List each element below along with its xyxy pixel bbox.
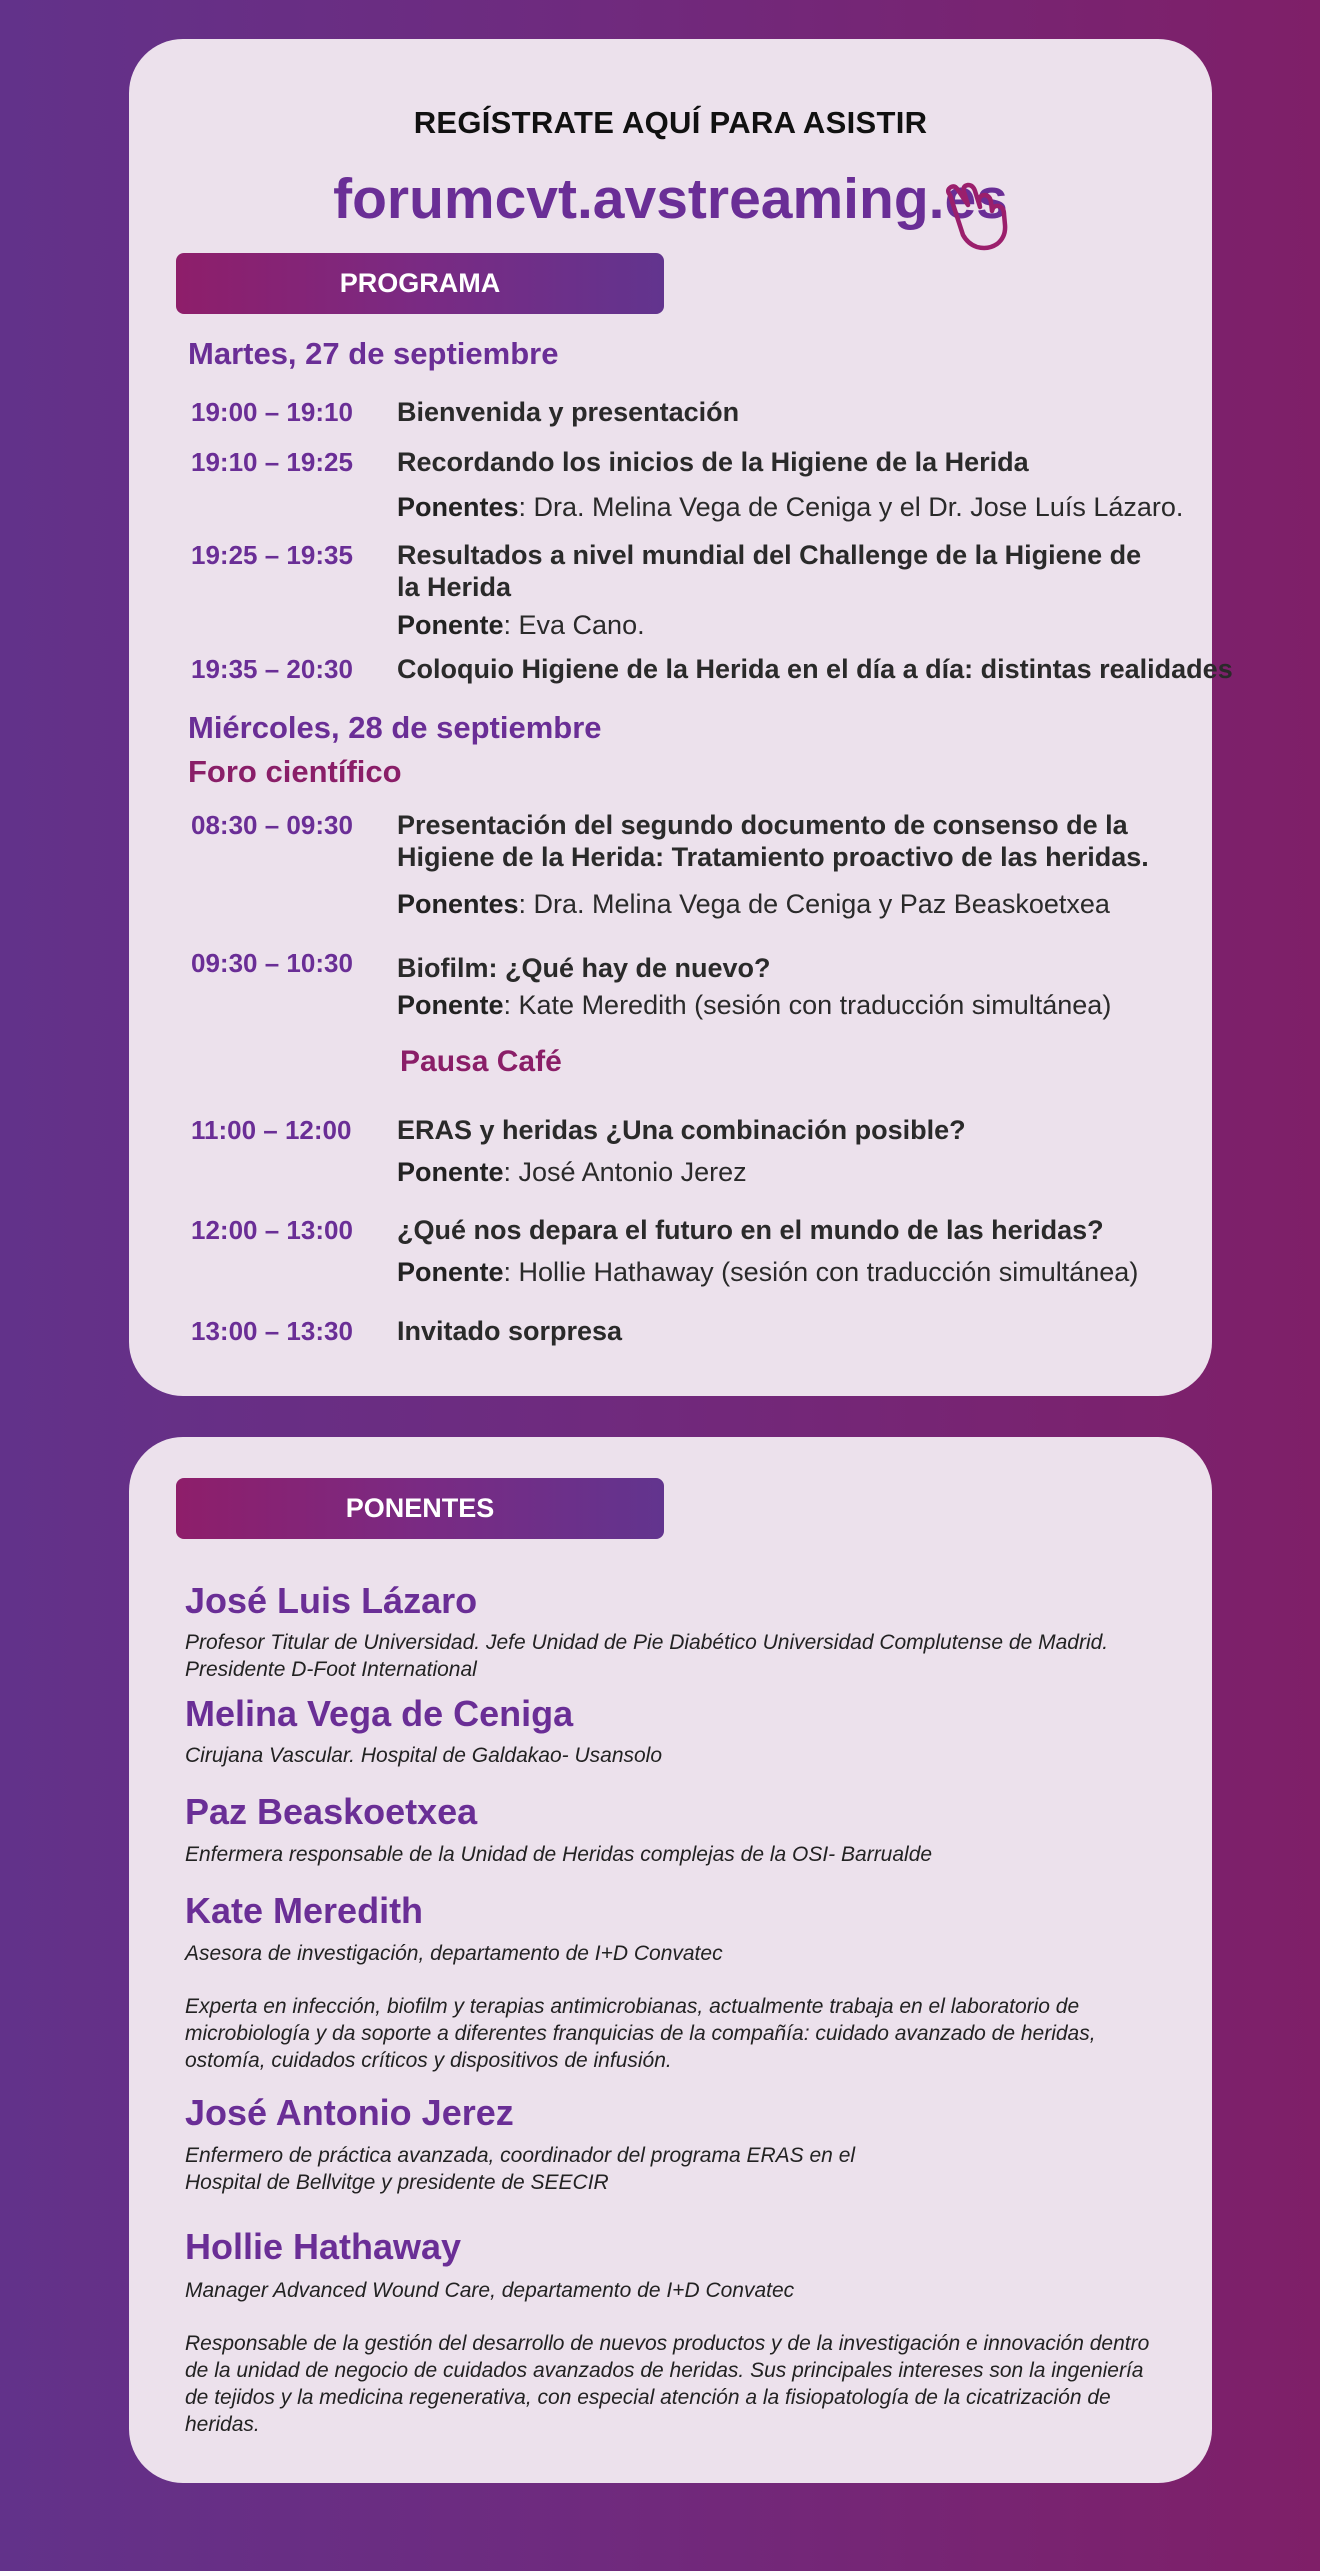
session-time: 08:30 – 09:30 — [191, 810, 353, 840]
session-title: Invitado sorpresa — [397, 1316, 623, 1346]
day1-title: Martes, 27 de septiembre — [188, 336, 559, 371]
speaker-label: Ponente — [397, 1257, 504, 1287]
session-time: 13:00 – 13:30 — [191, 1316, 353, 1346]
speaker-name: Hollie Hathaway — [185, 2226, 462, 2267]
speaker-name: Melina Vega de Ceniga — [185, 1693, 574, 1734]
session-time: 19:25 – 19:35 — [191, 540, 353, 570]
speaker-bio: Enfermero de práctica avanzada, coordinador del programa ERAS en el Hospital de Bellvitge y presidente de SEECIR — [185, 2144, 856, 2194]
session-title: ERAS y heridas ¿Una combinación posible? — [397, 1115, 966, 1145]
speaker-bio: Manager Advanced Wound Care, departamento de I+D Convatec — [185, 2279, 795, 2302]
register-link[interactable]: forumcvt.avstreaming.es — [333, 167, 1008, 231]
speaker-label: Ponente — [397, 990, 504, 1020]
session-time: 19:35 – 20:30 — [191, 654, 353, 684]
session-time: 12:00 – 13:00 — [191, 1215, 353, 1245]
day2-title: Miércoles, 28 de septiembre — [188, 710, 602, 745]
session-title: Presentación del segundo documento de consenso de la Higiene de la Herida: Tratamiento proactivo de las heridas. — [397, 810, 1149, 872]
ponentes-header: PONENTES — [176, 1478, 664, 1539]
speaker-names: : Eva Cano. — [503, 610, 645, 640]
speaker-names: : Dra. Melina Vega de Ceniga y Paz Beaskoetxea — [518, 889, 1110, 919]
session-title: ¿Qué nos depara el futuro en el mundo de las heridas? — [397, 1215, 1104, 1245]
speaker-bio: Profesor Titular de Universidad. Jefe Unidad de Pie Diabético Universidad Complutense de Madrid. Presidente D-Foot International — [185, 1631, 1109, 1681]
session-time: 11:00 – 12:00 — [191, 1115, 352, 1145]
speaker-name: José Luis Lázaro — [185, 1580, 478, 1621]
register-title: REGÍSTRATE AQUÍ PARA ASISTIR — [413, 105, 928, 140]
break-label: Pausa Café — [400, 1045, 562, 1078]
speaker-names: : Hollie Hathaway (sesión con traducción simultánea) — [503, 1257, 1139, 1287]
speaker-names: : Dra. Melina Vega de Ceniga y el Dr. Jose Luís Lázaro. — [518, 492, 1184, 522]
session-time: 19:00 – 19:10 — [191, 397, 353, 427]
speaker-bio: Asesora de investigación, departamento de I+D Convatec — [185, 1942, 723, 1965]
session-speaker — [397, 1256, 1197, 1288]
session-title: Recordando los inicios de la Higiene de la Herida — [397, 447, 1029, 477]
session-speaker — [397, 609, 1197, 641]
speaker-label: Ponente — [397, 610, 504, 640]
speaker-names: : Kate Meredith (sesión con traducción simultánea) — [503, 990, 1112, 1020]
programa-header: PROGRAMA — [176, 253, 664, 314]
speaker-bio-extended: Responsable de la gestión del desarrollo de nuevos productos y de la investigación e innovación dentro de la unidad de negocio de cuidados avanzados de heridas. Sus principales intereses son la ingeniería de tejidos y la medicina regenerativa, con especial atención a la fisiopatología de la cicatrización de heridas. — [185, 2332, 1150, 2436]
speaker-label: Ponentes — [397, 492, 519, 522]
session-time: 19:10 – 19:25 — [191, 447, 353, 477]
speaker-names: : José Antonio Jerez — [503, 1157, 747, 1187]
session-speaker — [397, 491, 1197, 523]
programa-card — [129, 39, 1233, 1396]
session-title: Bienvenida y presentación — [397, 397, 740, 427]
speaker-label: Ponente — [397, 1157, 504, 1187]
speaker-label: Ponentes — [397, 889, 519, 919]
session-title: Resultados a nivel mundial del Challenge de la Higiene de la Herida — [397, 540, 1142, 602]
speaker-name: Paz Beaskoetxea — [185, 1791, 478, 1832]
speaker-bio: Cirujana Vascular. Hospital de Galdakao- Usansolo — [185, 1744, 663, 1767]
speaker-name: José Antonio Jerez — [185, 2092, 514, 2133]
speaker-name: Kate Meredith — [185, 1890, 424, 1931]
session-speaker — [397, 1156, 1197, 1188]
speaker-bio-extended: Experta en infección, biofilm y terapias antimicrobianas, actualmente trabaja en el laboratorio de microbiología y da soporte a diferentes franquicias de la compañía: cuidado avanzado de heridas, ostomía, cuidados críticos y dispositivos de infusión. — [185, 1995, 1096, 2072]
session-title: Coloquio Higiene de la Herida en el día a día: distintas realidades — [397, 654, 1233, 684]
session-speaker — [397, 989, 1197, 1021]
ponentes-card — [129, 1437, 1212, 2483]
speaker-bio: Enfermera responsable de la Unidad de Heridas complejas de la OSI- Barrualde — [185, 1843, 933, 1866]
session-time: 09:30 – 10:30 — [191, 948, 353, 978]
pointing-hand-icon — [944, 181, 1024, 251]
session-title: Biofilm: ¿Qué hay de nuevo? — [397, 953, 771, 983]
session-speaker — [397, 888, 1197, 920]
day2-subtitle: Foro científico — [188, 754, 402, 789]
